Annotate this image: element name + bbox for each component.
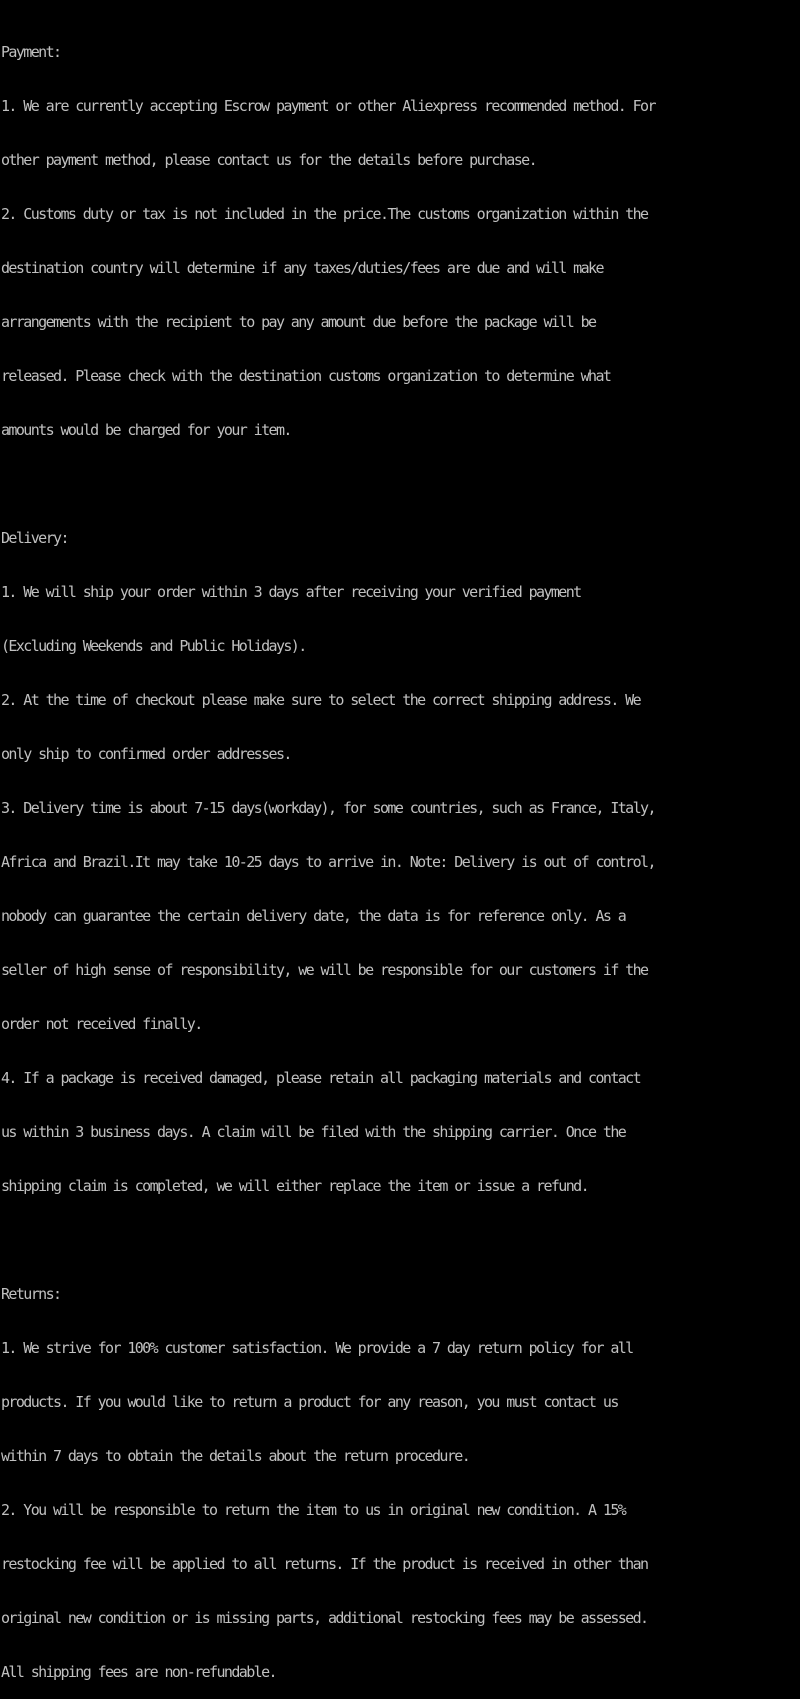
text-line: restocking fee will be applied to all returns. If the product is received in other than: [1, 1555, 648, 1573]
returns-heading: Returns:: [1, 1285, 61, 1303]
blank-line: [1, 475, 800, 493]
blank-line: [1, 1231, 800, 1249]
text-line: products. If you would like to return a product for any reason, you must contact us: [1, 1393, 618, 1411]
text-line: (Excluding Weekends and Public Holidays).: [1, 637, 306, 655]
text-line: seller of high sense of responsibility, we will be responsible for our customers if the: [1, 961, 648, 979]
text-line: destination country will determine if any taxes/duties/fees are due and will make: [1, 259, 603, 277]
text-line: amounts would be charged for your item.: [1, 421, 291, 439]
text-line: 2. At the time of checkout please make sure to select the correct shipping address. We: [1, 691, 641, 709]
text-line: 4. If a package is received damaged, please retain all packaging materials and contact: [1, 1069, 641, 1087]
text-line: only ship to confirmed order addresses.: [1, 745, 291, 763]
payment-heading: Payment:: [1, 43, 61, 61]
text-line: Africa and Brazil.It may take 10-25 days to arrive in. Note: Delivery is out of control,: [1, 853, 655, 871]
text-line: All shipping fees are non-refundable.: [1, 1663, 276, 1681]
delivery-heading: Delivery:: [1, 529, 68, 547]
text-line: 3. Delivery time is about 7-15 days(workday), for some countries, such as France, Italy,: [1, 799, 655, 817]
text-line: original new condition or is missing parts, additional restocking fees may be assessed.: [1, 1609, 648, 1627]
text-line: order not received finally.: [1, 1015, 202, 1033]
text-line: us within 3 business days. A claim will be filed with the shipping carrier. Once the: [1, 1123, 626, 1141]
text-line: other payment method, please contact us for the details before purchase.: [1, 151, 537, 169]
text-line: shipping claim is completed, we will either replace the item or issue a refund.: [1, 1177, 589, 1195]
text-line: 1. We will ship your order within 3 days after receiving your verified payment: [1, 583, 581, 601]
text-line: 2. Customs duty or tax is not included in the price.The customs organization within the: [1, 205, 648, 223]
text-line: released. Please check with the destination customs organization to determine what: [1, 367, 611, 385]
text-line: nobody can guarantee the certain delivery date, the data is for reference only. As a: [1, 907, 626, 925]
text-line: 2. You will be responsible to return the item to us in original new condition. A 15%: [1, 1501, 626, 1519]
text-line: arrangements with the recipient to pay any amount due before the package will be: [1, 313, 596, 331]
text-line: 1. We strive for 100% customer satisfaction. We provide a 7 day return policy for all: [1, 1339, 633, 1357]
text-line: 1. We are currently accepting Escrow payment or other Aliexpress recommended method. For: [1, 97, 655, 115]
text-line: within 7 days to obtain the details about the return procedure.: [1, 1447, 470, 1465]
